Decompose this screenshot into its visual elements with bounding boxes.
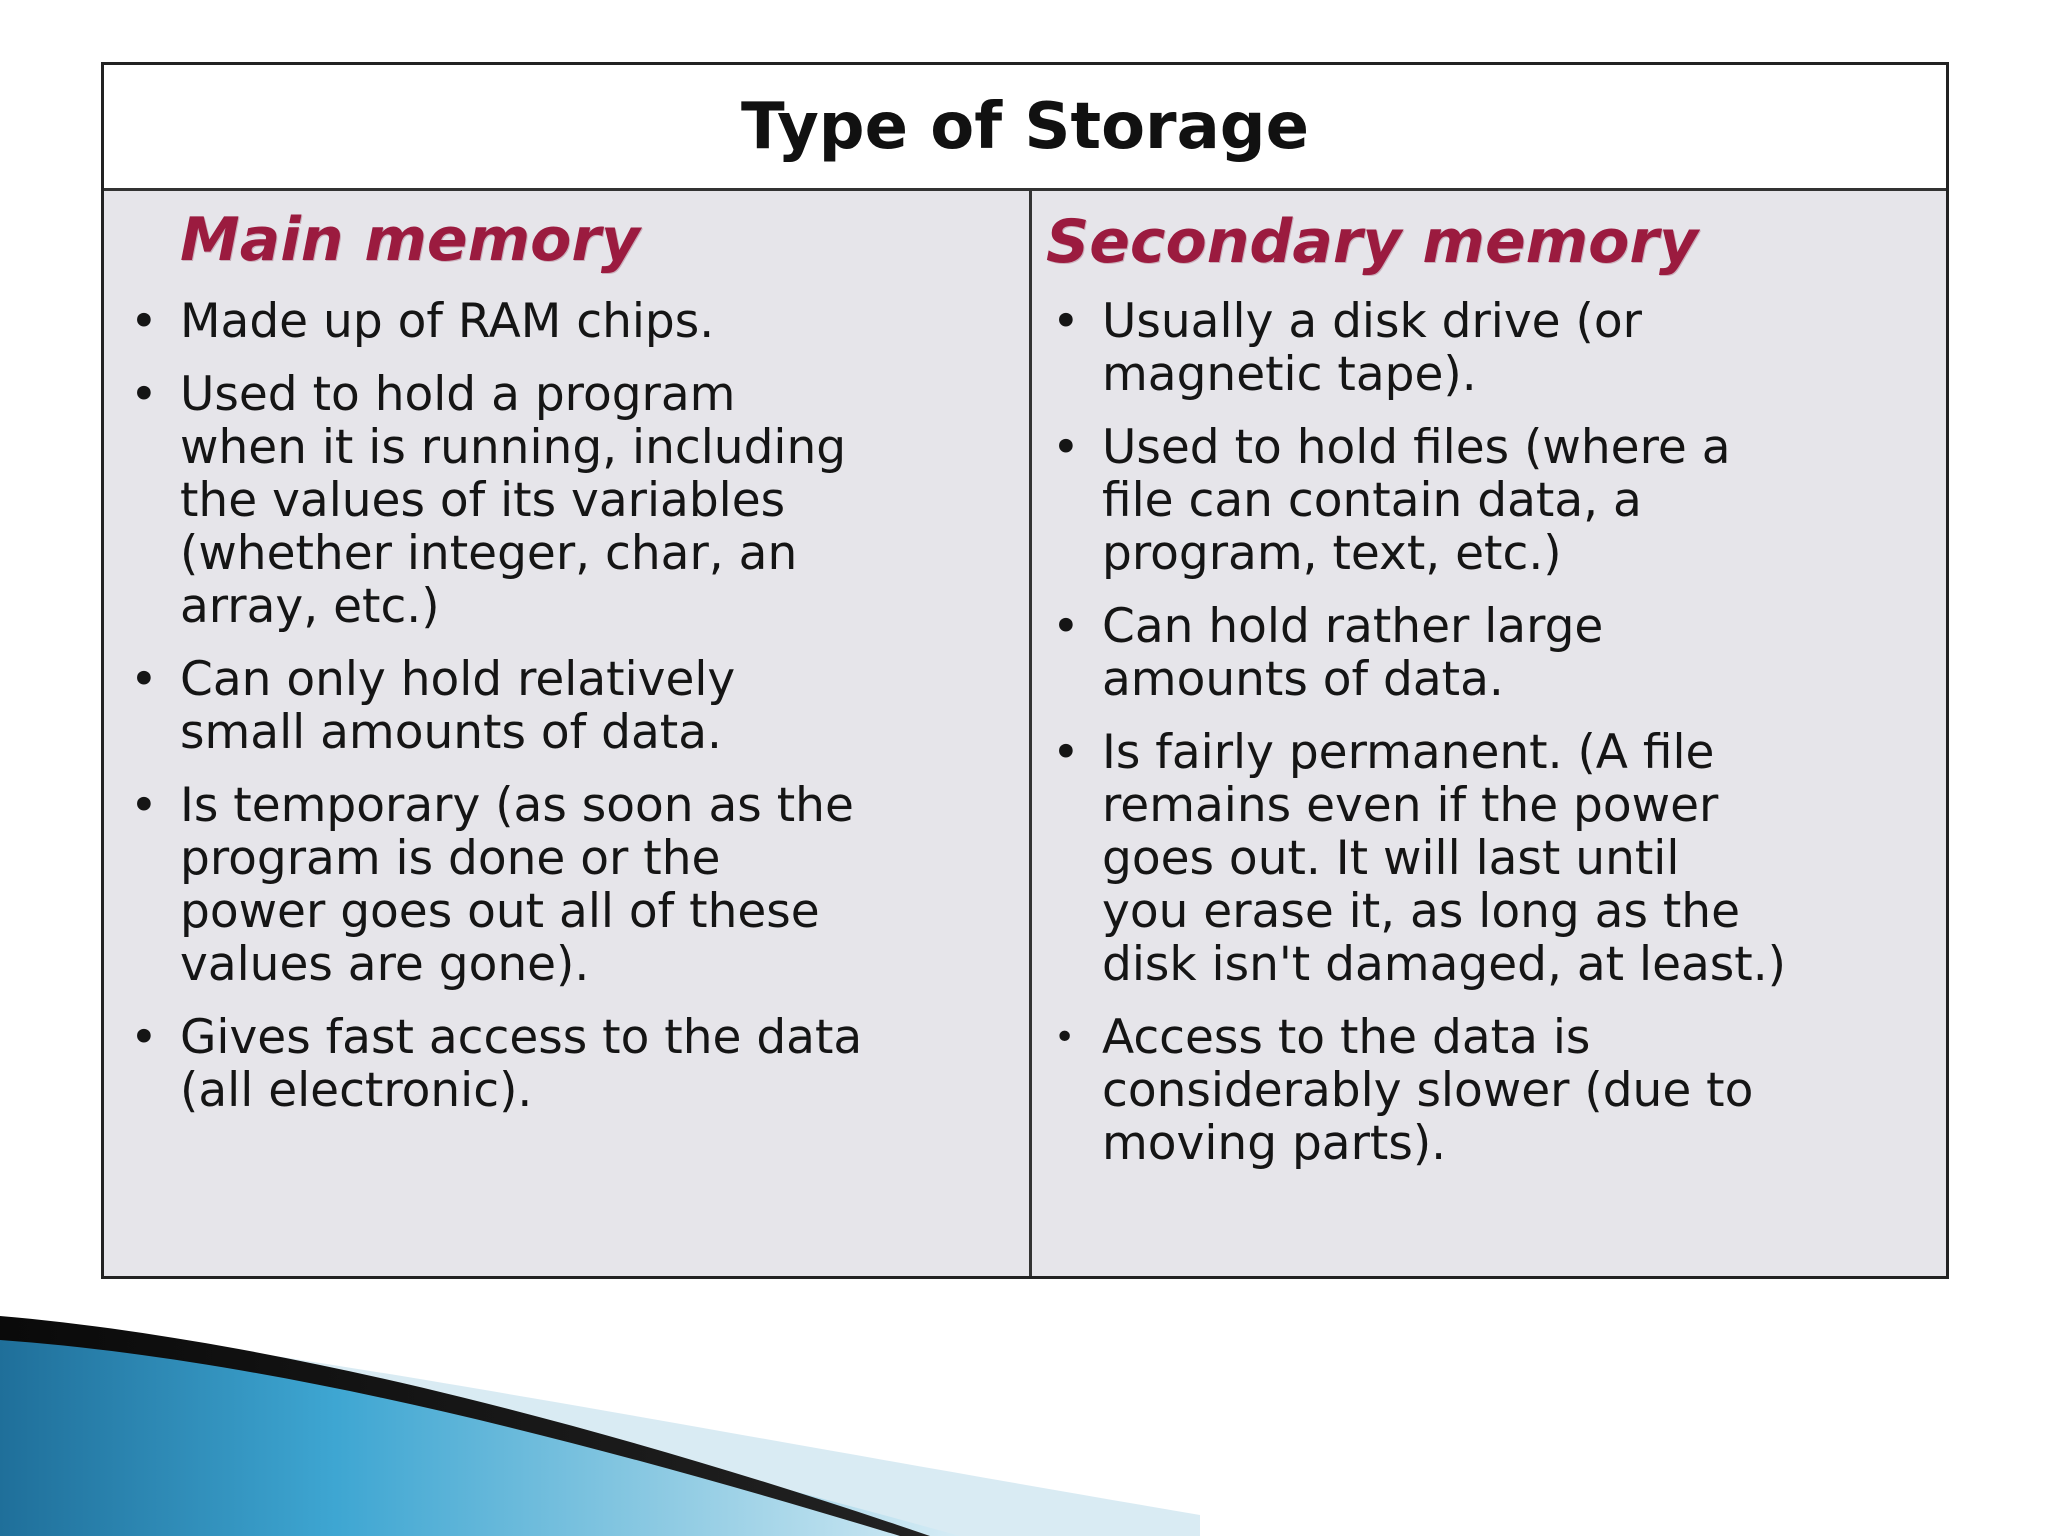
- table-title: Type of Storage: [741, 89, 1309, 164]
- secondary-memory-heading: Secondary memory: [1046, 207, 1699, 277]
- bullet-icon: •: [1052, 599, 1080, 654]
- bullet-icon: •: [130, 367, 158, 422]
- bullet-icon: •: [130, 294, 158, 349]
- list-item-text: Is fairly permanent. (A file remains even if the power goes out. It will last until you erase it, as long as the disk isn't damaged, at least.): [1102, 725, 1786, 992]
- list-item-text: Access to the data is considerably slower (due to moving parts).: [1102, 1010, 1754, 1171]
- secondary-memory-item: [1044, 600, 1944, 706]
- list-item-text: Usually a disk drive (or magnetic tape).: [1102, 294, 1642, 402]
- bullet-icon: •: [1054, 1017, 1076, 1058]
- bullet-icon: •: [1052, 725, 1080, 780]
- list-item-text: Can only hold relatively small amounts of data.: [180, 652, 736, 760]
- main-memory-item: [122, 368, 1022, 633]
- list-item-text: Made up of RAM chips.: [180, 294, 715, 349]
- bullet-icon: •: [130, 1010, 158, 1065]
- main-memory-item: [122, 295, 1022, 348]
- main-memory-item: [122, 653, 1022, 759]
- table-header: [104, 65, 1946, 191]
- column-divider: [1029, 191, 1032, 1276]
- secondary-memory-item: [1044, 295, 1944, 401]
- bullet-icon: •: [130, 652, 158, 707]
- main-memory-heading: Main memory: [180, 205, 641, 275]
- secondary-memory-item: [1044, 1011, 1944, 1170]
- main-memory-list: [122, 295, 1022, 1137]
- list-item-text: Gives fast access to the data (all electronic).: [180, 1010, 863, 1118]
- secondary-memory-item: [1044, 726, 1944, 991]
- list-item-text: Used to hold a program when it is running, including the values of its variables (whether integer, char, an array, etc.): [180, 367, 847, 634]
- bullet-icon: •: [1052, 294, 1080, 349]
- main-memory-item: [122, 1011, 1022, 1117]
- bullet-icon: •: [1052, 420, 1080, 475]
- list-item-text: Is temporary (as soon as the program is done or the power goes out all of these values are gone).: [180, 778, 854, 992]
- storage-comparison-table: [101, 62, 1949, 1279]
- secondary-memory-list: [1044, 295, 1944, 1190]
- bullet-icon: •: [130, 778, 158, 833]
- decorative-swoosh: [0, 1280, 2048, 1536]
- list-item-text: Used to hold files (where a file can contain data, a program, text, etc.): [1102, 420, 1731, 581]
- main-memory-item: [122, 779, 1022, 991]
- list-item-text: Can hold rather large amounts of data.: [1102, 599, 1604, 707]
- secondary-memory-item: [1044, 421, 1944, 580]
